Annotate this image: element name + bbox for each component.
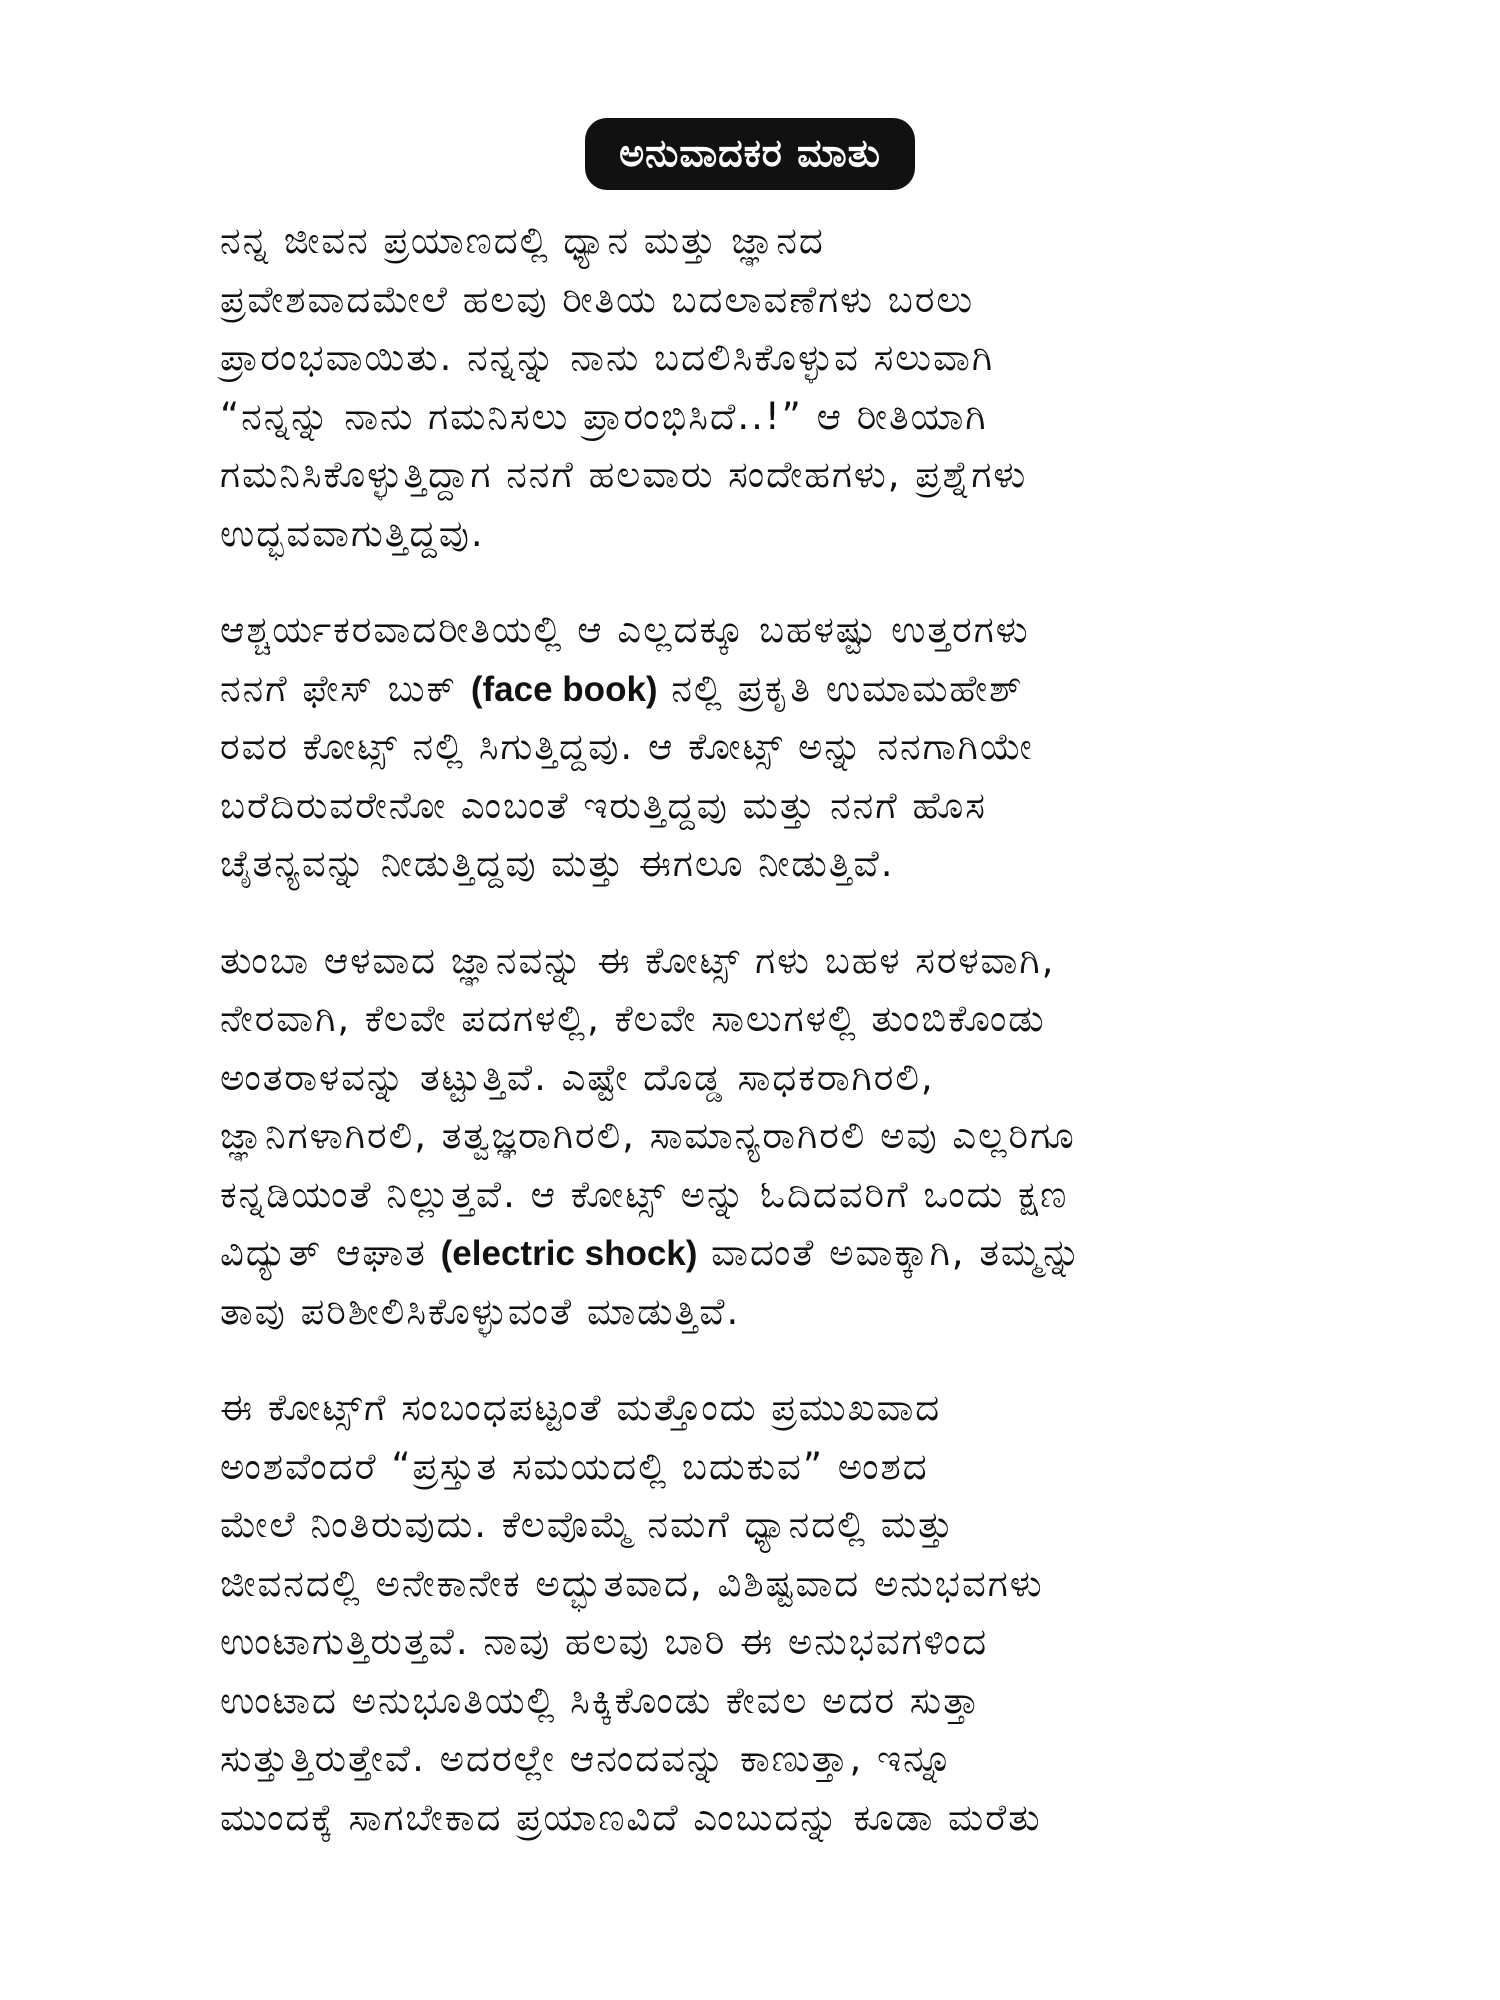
- text-segment: ಉಂಟಾದ ಅನುಭೂತಿಯಲ್ಲಿ ಸಿಕ್ಕಿಕೊಂಡು ಕೇವಲ ಅದರ ಸುತ್ತಾ: [220, 1678, 982, 1722]
- text-segment: ಮೇಲೆ ನಿಂತಿರುವುದು. ಕೆಲವೊಮ್ಮೆ ನಮಗೆ ಧ್ಯಾನದಲ್ಲಿ ಮತ್ತು: [220, 1503, 955, 1546]
- text-line: [220, 1379, 1300, 1438]
- text-line: [220, 1107, 1300, 1166]
- text-line: [220, 777, 1300, 836]
- text-segment: ಅಂಶವೆಂದರೆ “ಪ್ರಸ್ತುತ ಸಮಯದಲ್ಲಿ ಬದುಕುವ” ಅಂಶದ: [220, 1444, 929, 1488]
- text-line: [220, 932, 1300, 991]
- english-term: (face book): [470, 669, 658, 709]
- paragraph: [220, 1379, 1300, 1847]
- text-segment: ಉದ್ಭವವಾಗುತ್ತಿದ್ದವು.: [220, 511, 485, 555]
- paragraph: [220, 601, 1300, 894]
- text-segment: ನನ್ನ ಜೀವನ ಪ್ರಯಾಣದಲ್ಲಿ ಧ್ಯಾನ ಮತ್ತು ಜ್ಞಾನದ: [220, 219, 825, 262]
- text-line: [220, 835, 1300, 894]
- text-line: [220, 1730, 1300, 1789]
- text-line: [220, 271, 1300, 330]
- text-segment: ನಲ್ಲಿ ಪ್ರಕೃತಿ ಉಮಾಮಹೇಶ್: [657, 666, 1024, 710]
- text-segment: ಸುತ್ತುತ್ತಿರುತ್ತೇವೆ. ಅದರಲ್ಲೇ ಆನಂದವನ್ನು ಕಾಣುತ್ತಾ, ಇನ್ನೂ: [220, 1737, 955, 1780]
- text-segment: ಕನ್ನಡಿಯಂತೆ ನಿಲ್ಲುತ್ತವೆ. ಆ ಕೋಟ್ಸ್ ಅನ್ನು ಓದಿದವರಿಗೆ ಒಂದು ಕ್ಷಣ: [220, 1172, 1069, 1216]
- text-line: [220, 601, 1300, 660]
- text-segment: ನೇರವಾಗಿ, ಕೆಲವೇ ಪದಗಳಲ್ಲಿ, ಕೆಲವೇ ಸಾಲುಗಳಲ್ಲಿ ತುಂಬಿಕೊಂಡು: [220, 997, 1046, 1040]
- text-line: [220, 446, 1300, 505]
- page-title: ಅನುವಾದಕರ ಮಾತು: [585, 118, 915, 190]
- text-segment: ಈ ಕೋಟ್ಸ್‌ಗೆ ಸಂಬಂಧಪಟ್ಟಂತೆ ಮತ್ತೊಂದು ಪ್ರಮುಖವಾದ: [220, 1386, 942, 1429]
- text-line: [220, 1555, 1300, 1614]
- text-line: [220, 1049, 1300, 1108]
- text-segment: ಉಂಟಾಗುತ್ತಿರುತ್ತವೆ. ನಾವು ಹಲವು ಬಾರಿ ಈ ಅನುಭವಗಳಿಂದ: [220, 1620, 989, 1663]
- text-line: [220, 1166, 1300, 1225]
- text-line: [220, 212, 1300, 271]
- body-text: [220, 212, 1300, 1885]
- text-segment: ಗಮನಿಸಿಕೊಳ್ಳುತ್ತಿದ್ದಾಗ ನನಗೆ ಹಲವಾರು ಸಂದೇಹಗಳು, ಪ್ರಶ್ನೆಗಳು: [220, 453, 1028, 496]
- text-segment: ವಾದಂತೆ ಅವಾಕ್ಕಾಗಿ, ತಮ್ಮನ್ನು: [697, 1231, 1083, 1274]
- text-line: [220, 990, 1300, 1049]
- text-line: [220, 329, 1300, 388]
- text-line: [220, 1789, 1300, 1848]
- text-line: [220, 1613, 1300, 1672]
- text-segment: ಆಶ್ಚರ್ಯಕರವಾದರೀತಿಯಲ್ಲಿ ಆ ಎಲ್ಲದಕ್ಕೂ ಬಹಳಷ್ಟು ಉತ್ತರಗಳು: [220, 608, 1030, 651]
- paragraph: [220, 212, 1300, 563]
- text-segment: ನನಗೆ ಫೇಸ್ ಬುಕ್: [220, 666, 471, 710]
- text-segment: ಪ್ರಾರಂಭವಾಯಿತು. ನನ್ನನ್ನು ನಾನು ಬದಲಿಸಿಕೊಳ್ಳುವ ಸಲುವಾಗಿ: [220, 336, 995, 379]
- english-term: (electric shock): [440, 1234, 698, 1273]
- text-segment: ಜೀವನದಲ್ಲಿ ಅನೇಕಾನೇಕ ಅದ್ಭುತವಾದ, ವಿಶಿಷ್ಟವಾದ ಅನುಭವಗಳು: [220, 1561, 1044, 1605]
- text-segment: ತುಂಬಾ ಆಳವಾದ ಜ್ಞಾನವನ್ನು ಈ ಕೋಟ್ಸ್ ಗಳು ಬಹಳ ಸರಳವಾಗಿ,: [220, 938, 1056, 982]
- text-line: [220, 660, 1300, 719]
- text-segment: ಜ್ಞಾನಿಗಳಾಗಿರಲಿ, ತತ್ವಜ್ಞರಾಗಿರಲಿ, ಸಾಮಾನ್ಯರಾಗಿರಲಿ ಅವು ಎಲ್ಲರಿಗೂ: [220, 1114, 1076, 1157]
- text-segment: ಅಂತರಾಳವನ್ನು ತಟ್ಟುತ್ತಿವೆ. ಎಷ್ಟೇ ದೊಡ್ಡ ಸಾಧಕರಾಗಿರಲಿ,: [220, 1055, 935, 1099]
- text-segment: ರವರ ಕೋಟ್ಸ್ ನಲ್ಲಿ ಸಿಗುತ್ತಿದ್ದವು. ಆ ಕೋಟ್ಸ್ ಅನ್ನು ನನಗಾಗಿಯೇ: [220, 725, 1034, 768]
- text-segment: ತಾವು ಪರಿಶೀಲಿಸಿಕೊಳ್ಳುವಂತೆ ಮಾಡುತ್ತಿವೆ.: [220, 1289, 741, 1333]
- text-segment: ಮುಂದಕ್ಕೆ ಸಾಗಬೇಕಾದ ಪ್ರಯಾಣವಿದೆ ಎಂಬುದನ್ನು ಕೂಡಾ ಮರೆತು: [220, 1795, 1042, 1839]
- text-segment: ಪ್ರವೇಶವಾದಮೇಲೆ ಹಲವು ರೀತಿಯ ಬದಲಾವಣೆಗಳು ಬರಲು: [220, 277, 975, 321]
- title-container: [0, 118, 1500, 190]
- text-segment: ವಿದ್ಯುತ್ ಆಘಾತ: [220, 1231, 441, 1274]
- text-line: [220, 505, 1300, 564]
- text-line: [220, 388, 1300, 447]
- text-segment: ಬರೆದಿರುವರೇನೋ ಎಂಬಂತೆ ಇರುತ್ತಿದ್ದವು ಮತ್ತು ನನಗೆ ಹೊಸ: [220, 783, 987, 827]
- text-line: [220, 1283, 1300, 1342]
- text-line: [220, 718, 1300, 777]
- paragraph: [220, 932, 1300, 1342]
- text-line: [220, 1224, 1300, 1283]
- text-line: [220, 1496, 1300, 1555]
- text-segment: ಚೈತನ್ಯವನ್ನು ನೀಡುತ್ತಿದ್ದವು ಮತ್ತು ಈಗಲೂ ನೀಡುತ್ತಿವೆ.: [220, 842, 895, 885]
- text-line: [220, 1672, 1300, 1731]
- text-line: [220, 1438, 1300, 1497]
- text-segment: “ನನ್ನನ್ನು ನಾನು ಗಮನಿಸಲು ಪ್ರಾರಂಭಿಸಿದೆ..!” ಆ ರೀತಿಯಾಗಿ: [220, 394, 988, 438]
